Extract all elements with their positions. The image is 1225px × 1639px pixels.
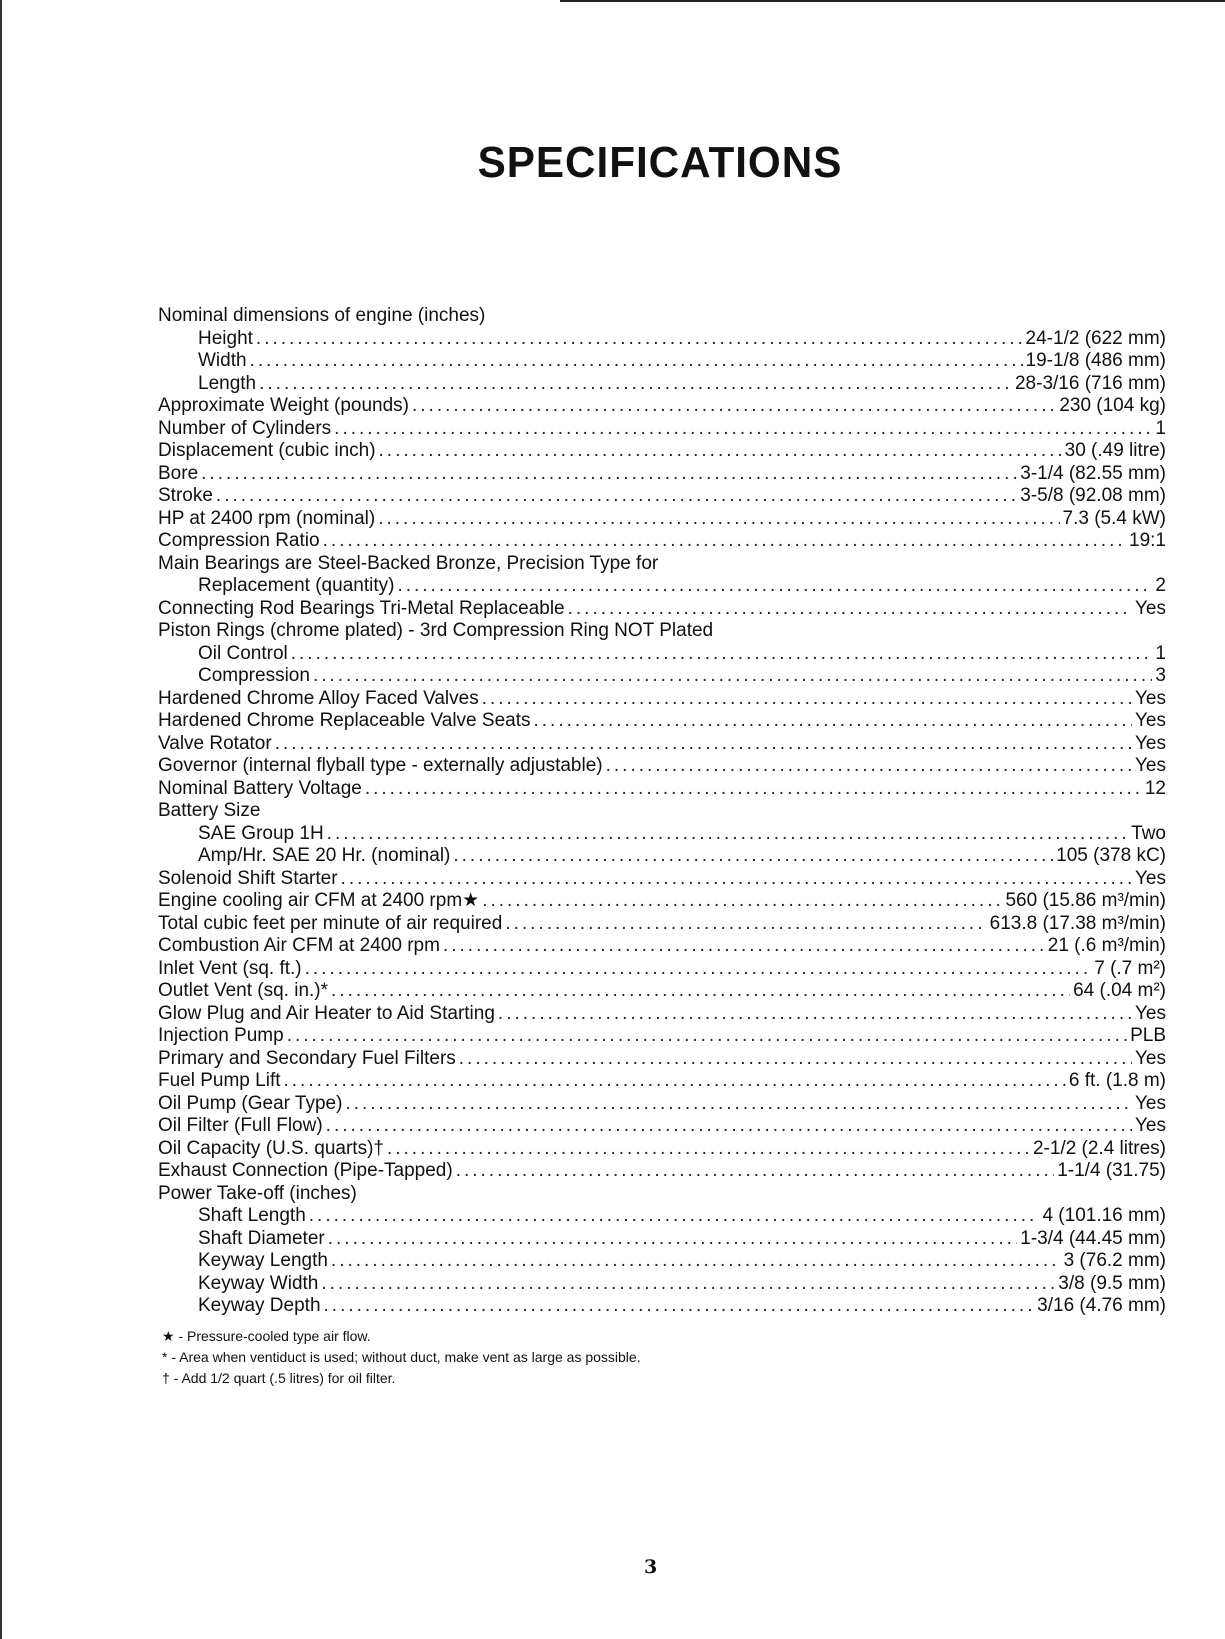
spec-label: Connecting Rod Bearings Tri-Metal Replaceable bbox=[158, 597, 565, 619]
spec-value: Yes bbox=[1135, 755, 1166, 776]
spec-heading-row bbox=[158, 800, 1166, 823]
leader-dots bbox=[505, 913, 986, 936]
spec-row bbox=[158, 823, 1166, 846]
spec-row bbox=[158, 1115, 1166, 1138]
spec-row bbox=[158, 1138, 1166, 1161]
spec-row bbox=[158, 890, 1166, 913]
spec-value: 7 (.7 m²) bbox=[1094, 957, 1166, 979]
spec-label: Bore bbox=[158, 462, 199, 484]
spec-value: 3/8 (9.5 mm) bbox=[1058, 1272, 1166, 1294]
spec-value: 1 bbox=[1155, 417, 1166, 439]
leader-dots bbox=[378, 508, 1059, 531]
spec-heading: Main Bearings are Steel-Backed Bronze, Precision Type for bbox=[158, 552, 659, 574]
leader-dots bbox=[482, 688, 1132, 711]
spec-value: 230 (104 kg) bbox=[1059, 395, 1166, 416]
leader-dots bbox=[327, 823, 1128, 846]
leader-dots bbox=[321, 1273, 1055, 1296]
leader-dots bbox=[309, 1205, 1040, 1228]
spec-label: Amp/Hr. SAE 20 Hr. (nominal) bbox=[198, 845, 451, 866]
leader-dots bbox=[287, 1025, 1127, 1048]
leader-dots bbox=[284, 1070, 1066, 1093]
leader-dots bbox=[387, 1138, 1030, 1161]
spec-label: Outlet Vent (sq. in.)* bbox=[158, 980, 329, 1001]
spec-row bbox=[158, 1205, 1166, 1228]
spec-label: Injection Pump bbox=[158, 1025, 284, 1046]
leader-dots bbox=[412, 395, 1056, 418]
spec-row bbox=[158, 710, 1166, 733]
spec-heading-row bbox=[158, 305, 1166, 328]
spec-label: Length bbox=[198, 372, 257, 394]
spec-row bbox=[158, 845, 1166, 868]
leader-dots bbox=[324, 1295, 1035, 1318]
leader-dots bbox=[397, 575, 1152, 598]
spec-value: 3-1/4 (82.55 mm) bbox=[1020, 462, 1166, 484]
spec-row bbox=[158, 530, 1166, 553]
spec-row bbox=[158, 665, 1166, 688]
spec-label: Keyway Width bbox=[198, 1272, 319, 1294]
leader-dots bbox=[568, 598, 1132, 621]
spec-row bbox=[158, 733, 1166, 756]
spec-value: Yes bbox=[1135, 687, 1166, 709]
leader-dots bbox=[334, 418, 1152, 441]
spec-heading: Piston Rings (chrome plated) - 3rd Compression Ring NOT Plated bbox=[158, 620, 714, 641]
spec-label: Engine cooling air CFM at 2400 rpm★ bbox=[158, 890, 480, 911]
spec-label: Compression bbox=[198, 665, 310, 686]
leader-dots bbox=[341, 868, 1132, 891]
spec-value: 1 bbox=[1155, 642, 1166, 664]
spec-heading-row bbox=[158, 553, 1166, 576]
spec-value: Yes bbox=[1135, 732, 1166, 754]
spec-label: Shaft Length bbox=[198, 1205, 306, 1226]
spec-row bbox=[158, 1025, 1166, 1048]
spec-label: Compression Ratio bbox=[158, 530, 320, 551]
spec-value: 19:1 bbox=[1129, 530, 1166, 551]
spec-row bbox=[158, 913, 1166, 936]
spec-row bbox=[158, 1160, 1166, 1183]
leader-dots bbox=[482, 890, 1002, 913]
spec-heading: Battery Size bbox=[158, 800, 261, 821]
spec-value: 3/16 (4.76 mm) bbox=[1037, 1295, 1166, 1316]
page-top-edge bbox=[560, 0, 1225, 2]
leader-dots bbox=[250, 350, 1023, 373]
spec-row bbox=[158, 935, 1166, 958]
spec-row bbox=[158, 598, 1166, 621]
leader-dots bbox=[326, 1115, 1132, 1138]
spec-value: 4 (101.16 mm) bbox=[1042, 1205, 1166, 1226]
spec-value: 64 (.04 m²) bbox=[1073, 980, 1166, 1001]
spec-row bbox=[158, 508, 1166, 531]
spec-row bbox=[158, 440, 1166, 463]
spec-label: Width bbox=[198, 350, 247, 371]
leader-dots bbox=[533, 710, 1132, 733]
spec-label: Shaft Diameter bbox=[198, 1227, 325, 1249]
spec-row bbox=[158, 980, 1166, 1003]
leader-dots bbox=[345, 1093, 1132, 1116]
spec-value: 3-5/8 (92.08 mm) bbox=[1020, 485, 1166, 506]
spec-row bbox=[158, 643, 1166, 666]
leader-dots bbox=[313, 665, 1152, 688]
spec-value: 613.8 (17.38 m³/min) bbox=[989, 912, 1166, 934]
spec-label: Oil Capacity (U.S. quarts)† bbox=[158, 1137, 384, 1159]
footnote-air-flow: ★ - Pressure-cooled type air flow. bbox=[162, 1328, 371, 1344]
spec-label: Hardened Chrome Replaceable Valve Seats bbox=[158, 710, 531, 731]
page-number: 3 bbox=[644, 1556, 658, 1578]
spec-value: 3 bbox=[1155, 665, 1166, 686]
leader-dots bbox=[201, 463, 1017, 486]
leader-dots bbox=[453, 845, 1053, 868]
spec-value: Yes bbox=[1135, 1115, 1166, 1136]
spec-row bbox=[158, 1250, 1166, 1273]
leader-dots bbox=[259, 373, 1012, 396]
spec-row bbox=[158, 485, 1166, 508]
spec-label: Primary and Secondary Fuel Filters bbox=[158, 1047, 456, 1069]
leader-dots bbox=[365, 778, 1142, 801]
spec-label: HP at 2400 rpm (nominal) bbox=[158, 507, 376, 529]
spec-row bbox=[158, 688, 1166, 711]
spec-value: 21 (.6 m³/min) bbox=[1047, 935, 1166, 956]
spec-row bbox=[158, 868, 1166, 891]
spec-label: Approximate Weight (pounds) bbox=[158, 395, 409, 416]
spec-row bbox=[158, 1048, 1166, 1071]
spec-label: Hardened Chrome Alloy Faced Valves bbox=[158, 687, 479, 709]
leader-dots bbox=[328, 1228, 1018, 1251]
spec-row bbox=[158, 373, 1166, 396]
spec-label: SAE Group 1H bbox=[198, 822, 324, 844]
spec-label: Number of Cylinders bbox=[158, 417, 332, 439]
page-title: SPECIFICATIONS bbox=[477, 138, 843, 187]
spec-value: 24-1/2 (622 mm) bbox=[1025, 327, 1166, 349]
spec-label: Inlet Vent (sq. ft.) bbox=[158, 957, 302, 979]
spec-heading-row bbox=[158, 1183, 1166, 1206]
spec-value: Yes bbox=[1135, 710, 1166, 731]
leader-dots bbox=[331, 980, 1070, 1003]
leader-dots bbox=[331, 1250, 1061, 1273]
spec-value: Yes bbox=[1135, 1047, 1166, 1069]
spec-label: Oil Filter (Full Flow) bbox=[158, 1115, 323, 1136]
spec-value: 7.3 (5.4 kW) bbox=[1062, 507, 1166, 529]
spec-label: Height bbox=[198, 327, 253, 349]
spec-heading: Power Take-off (inches) bbox=[158, 1182, 357, 1204]
leader-dots bbox=[606, 755, 1132, 778]
spec-value: Yes bbox=[1135, 597, 1166, 619]
spec-label: Oil Pump (Gear Type) bbox=[158, 1092, 343, 1114]
spec-label: Solenoid Shift Starter bbox=[158, 867, 338, 889]
leader-dots bbox=[216, 485, 1017, 508]
spec-row bbox=[158, 1295, 1166, 1318]
spec-label: Displacement (cubic inch) bbox=[158, 440, 376, 461]
footnotes bbox=[162, 1326, 641, 1389]
spec-label: Oil Control bbox=[198, 642, 288, 664]
spec-label: Stroke bbox=[158, 485, 213, 506]
spec-value: 1-3/4 (44.45 mm) bbox=[1020, 1227, 1166, 1249]
spec-label: Valve Rotator bbox=[158, 732, 272, 754]
spec-heading: Nominal dimensions of engine (inches) bbox=[158, 305, 486, 326]
leader-dots bbox=[498, 1003, 1132, 1026]
spec-row bbox=[158, 395, 1166, 418]
spec-value: Two bbox=[1131, 822, 1166, 844]
spec-value: 19-1/8 (486 mm) bbox=[1025, 350, 1166, 371]
footnote-ventiduct: * - Area when ventiduct is used; without duct, make vent as large as possible. bbox=[162, 1349, 641, 1365]
spec-value: 2-1/2 (2.4 litres) bbox=[1032, 1137, 1166, 1159]
spec-label: Nominal Battery Voltage bbox=[158, 777, 362, 799]
leader-dots bbox=[291, 643, 1153, 666]
spec-label: Keyway Depth bbox=[198, 1295, 321, 1316]
spec-row bbox=[158, 463, 1166, 486]
leader-dots bbox=[323, 530, 1126, 553]
spec-label: Governor (internal flyball type - externally adjustable) bbox=[158, 755, 603, 776]
spec-label: Keyway Length bbox=[198, 1250, 328, 1271]
specifications-list bbox=[158, 305, 1166, 1318]
spec-row bbox=[158, 1003, 1166, 1026]
spec-label: Fuel Pump Lift bbox=[158, 1070, 281, 1091]
spec-value: 28-3/16 (716 mm) bbox=[1014, 372, 1166, 394]
spec-row bbox=[158, 350, 1166, 373]
spec-row bbox=[158, 418, 1166, 441]
spec-row bbox=[158, 328, 1166, 351]
spec-label: Total cubic feet per minute of air required bbox=[158, 912, 503, 934]
spec-value: 2 bbox=[1155, 575, 1166, 596]
leader-dots bbox=[379, 440, 1062, 463]
spec-heading-row bbox=[158, 620, 1166, 643]
spec-row bbox=[158, 1273, 1166, 1296]
page-left-edge bbox=[0, 0, 2, 1639]
spec-label: Combustion Air CFM at 2400 rpm bbox=[158, 935, 440, 956]
spec-label: Exhaust Connection (Pipe-Tapped) bbox=[158, 1160, 453, 1181]
leader-dots bbox=[456, 1160, 1055, 1183]
spec-value: 6 ft. (1.8 m) bbox=[1068, 1070, 1166, 1091]
spec-value: 105 (378 kC) bbox=[1056, 845, 1166, 866]
spec-row bbox=[158, 778, 1166, 801]
spec-value: 1-1/4 (31.75) bbox=[1057, 1160, 1166, 1181]
spec-value: 12 bbox=[1144, 777, 1166, 799]
leader-dots bbox=[275, 733, 1132, 756]
leader-dots bbox=[305, 958, 1092, 981]
spec-row bbox=[158, 1093, 1166, 1116]
spec-value: Yes bbox=[1135, 867, 1166, 889]
leader-dots bbox=[459, 1048, 1132, 1071]
spec-row bbox=[158, 755, 1166, 778]
spec-row bbox=[158, 1070, 1166, 1093]
spec-value: Yes bbox=[1135, 1092, 1166, 1114]
leader-dots bbox=[256, 328, 1023, 351]
spec-label: Replacement (quantity) bbox=[198, 575, 395, 596]
spec-row bbox=[158, 575, 1166, 598]
spec-value: 560 (15.86 m³/min) bbox=[1005, 890, 1166, 911]
spec-row bbox=[158, 1228, 1166, 1251]
spec-value: 3 (76.2 mm) bbox=[1063, 1250, 1166, 1271]
spec-value: 30 (.49 litre) bbox=[1064, 440, 1166, 461]
spec-row bbox=[158, 958, 1166, 981]
spec-value: Yes bbox=[1135, 1002, 1166, 1024]
leader-dots bbox=[443, 935, 1045, 958]
spec-value: PLB bbox=[1130, 1025, 1166, 1046]
footnote-oil-filter: † - Add 1/2 quart (.5 litres) for oil filter. bbox=[162, 1370, 396, 1386]
spec-label: Glow Plug and Air Heater to Aid Starting bbox=[158, 1002, 495, 1024]
